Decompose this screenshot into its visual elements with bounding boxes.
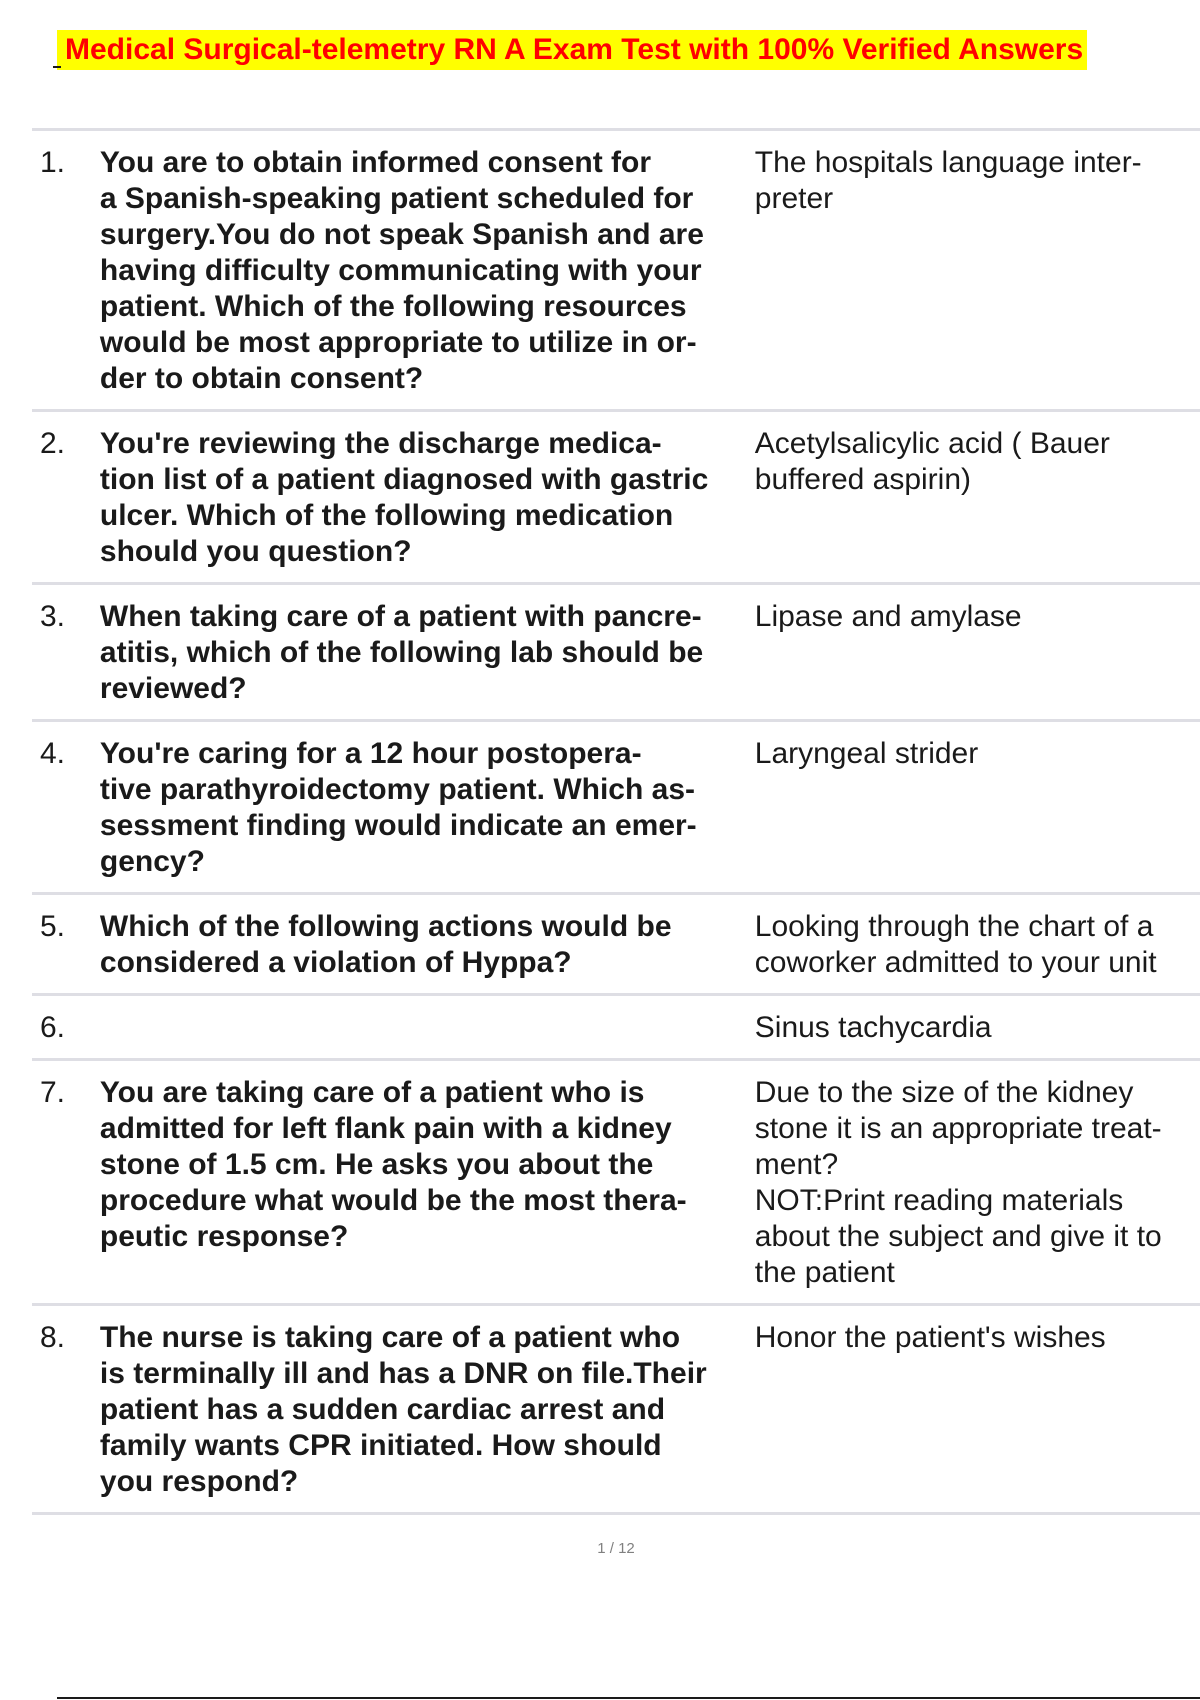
- question-text: You are taking care of a patient who is admitted for left flank pain with a kidney stone of 1.5 cm. He asks you about the procedure what would be the most thera- peutic response?: [99, 1076, 687, 1253]
- question-text: When taking care of a patient with pancre- atitis, which of the following lab should be reviewed?: [99, 600, 704, 705]
- answer-text: Looking through the chart of a coworker admitted to your unit: [754, 910, 1157, 979]
- answer-text: Laryngeal strider: [754, 737, 979, 770]
- question-number: 8.: [40, 1321, 66, 1354]
- footer-divider: [57, 1697, 1200, 1699]
- question-text: You are to obtain informed consent for a Spanish-speaking patient scheduled for surgery.You do not speak Spanish and are having difficulty communicating with your patient. Which of the following resources would be most appropriate to utilize in or- der to obtain consent?: [99, 146, 704, 395]
- question-text: You're reviewing the discharge medica- tion list of a patient diagnosed with gastric ulcer. Which of the following medication should you question?: [99, 427, 709, 568]
- qa-list: [32, 128, 1200, 1515]
- question-number: 2.: [40, 427, 66, 460]
- page-indicator: 1 / 12: [597, 1540, 635, 1557]
- question-number: 7.: [40, 1076, 66, 1109]
- qa-item-7: [32, 1058, 1200, 1303]
- question-text: The nurse is taking care of a patient who is terminally ill and has a DNR on file.Their patient has a sudden cardiac arrest and family wants CPR initiated. How should you respond?: [99, 1321, 707, 1498]
- question-number: 4.: [40, 737, 66, 770]
- document-title: Medical Surgical-telemetry RN A Exam Test with 100% Verified Answers: [57, 30, 1087, 70]
- answer-text: Lipase and amylase: [754, 600, 1022, 633]
- question-text: [100, 1010, 745, 1046]
- qa-item-1: [32, 128, 1200, 409]
- qa-item-4: [32, 719, 1200, 892]
- answer-text: Acetylsalicylic acid ( Bauer buffered aspirin): [754, 427, 1110, 496]
- question-number: 5.: [40, 910, 66, 943]
- title-marker: [53, 66, 61, 68]
- qa-item-5: [32, 892, 1200, 993]
- question-number: 3.: [40, 600, 66, 633]
- document-title-block: [57, 30, 1087, 70]
- question-text: Which of the following actions would be considered a violation of Hyppa?: [99, 910, 672, 979]
- answer-text: The hospitals language inter- preter: [754, 146, 1142, 215]
- question-text: You're caring for a 12 hour postopera- tive parathyroidectomy patient. Which as- sessment finding would indicate an emer- gency?: [99, 737, 697, 878]
- answer-text: Due to the size of the kidney stone it is an appropriate treat- ment? NOT:Print reading materials about the subject and give it to the patient: [754, 1076, 1162, 1289]
- qa-item-3: [32, 582, 1200, 719]
- question-number: 6.: [40, 1011, 66, 1044]
- qa-item-6: [32, 993, 1200, 1058]
- answer-text: Honor the patient's wishes: [754, 1321, 1106, 1354]
- qa-item-2: [32, 409, 1200, 582]
- answer-text: Sinus tachycardia: [754, 1011, 992, 1044]
- question-number: 1.: [40, 146, 66, 179]
- qa-item-8: [32, 1303, 1200, 1515]
